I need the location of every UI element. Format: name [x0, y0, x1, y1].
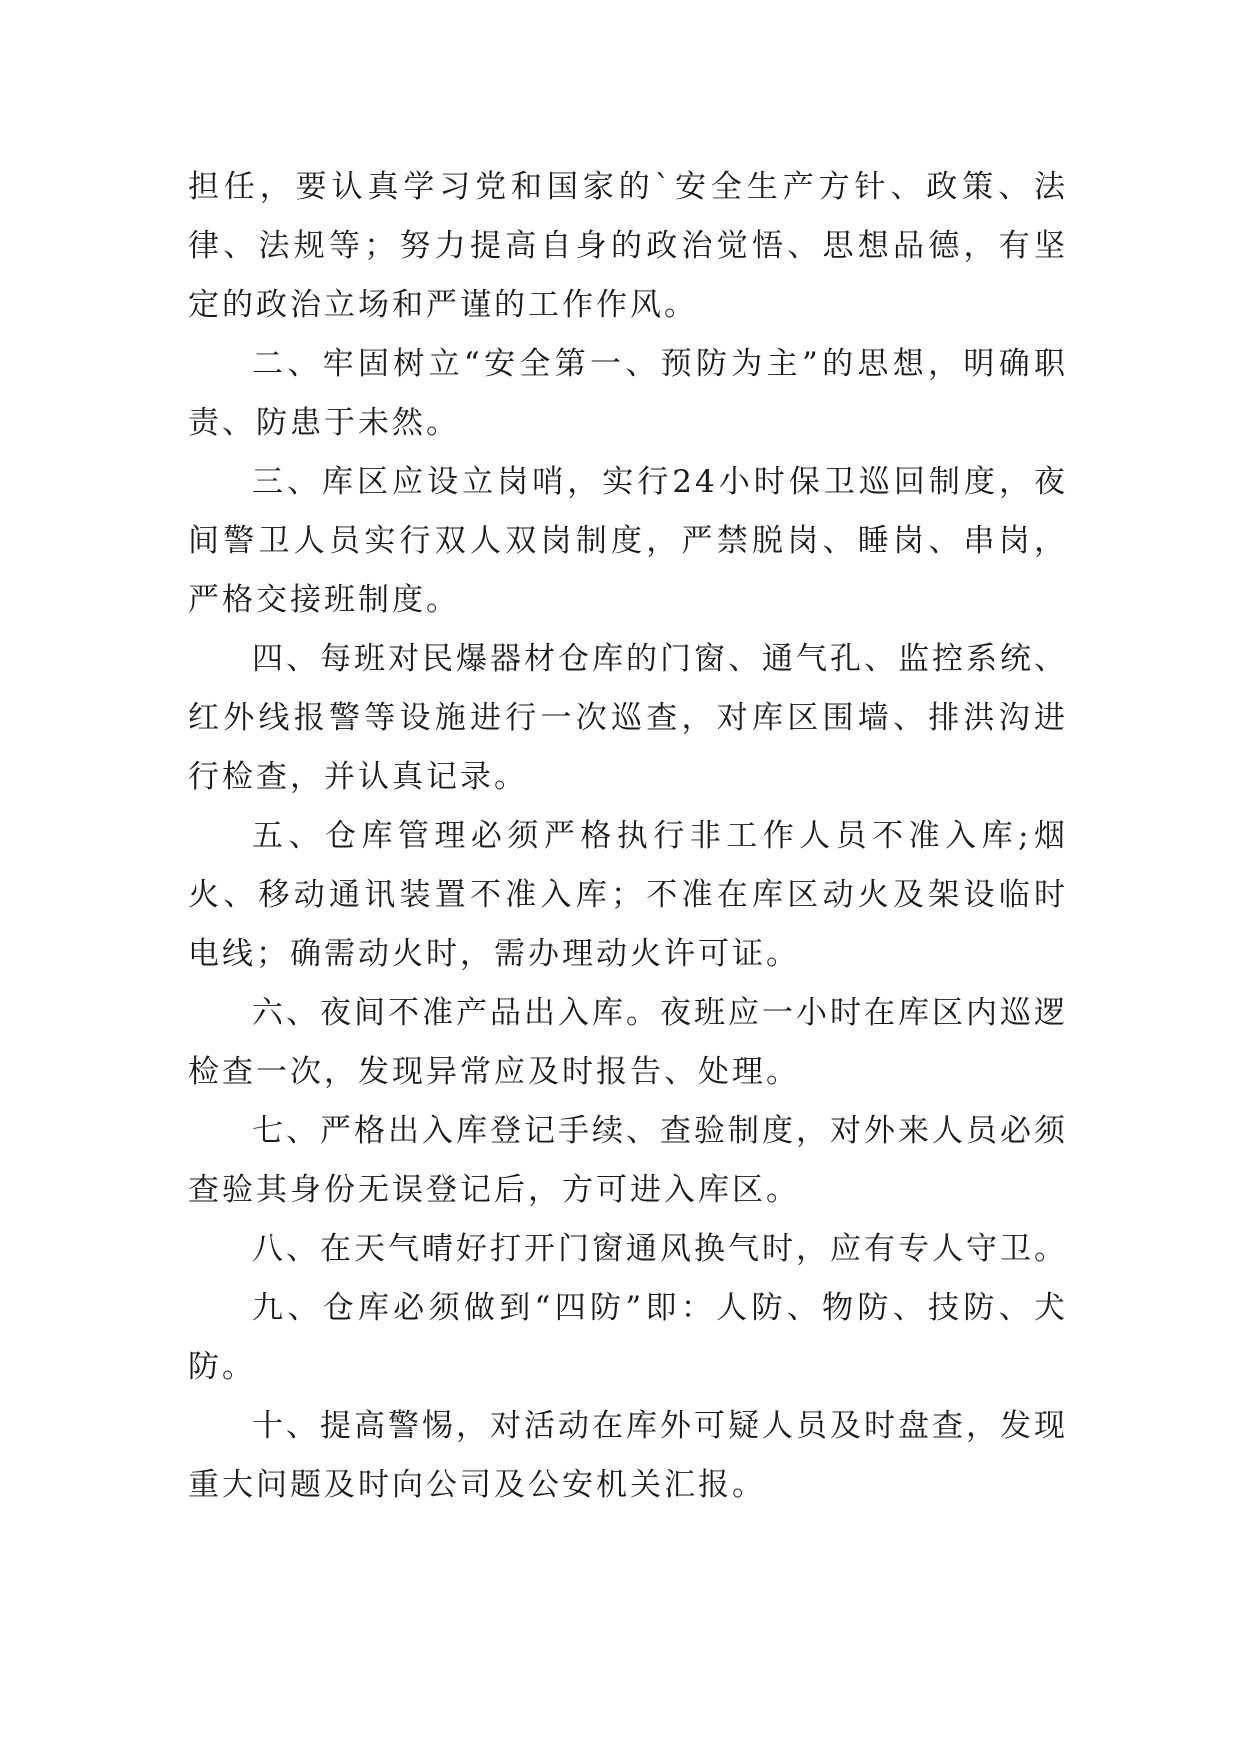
paragraph-item-2: 二、牢固树立“安全第一、预防为主”的思想，明确职责、防患于未然。: [188, 346, 1068, 441]
paragraph-continuation: 担任，要认真学习党和国家的`安全生产方针、政策、法律、法规等；努力提高自身的政治觉悟、思想品德，有坚定的政治立场和严谨的工作作风。: [188, 169, 1068, 323]
document-body: [188, 158, 1068, 1515]
paragraph-item-10: 十、提高警惕，对活动在库外可疑人员及时盘查，发现重大问题及时向公司及公安机关汇报。: [188, 1408, 1068, 1503]
paragraph-item-7: 七、严格出入库登记手续、查验制度，对外来人员必须查验其身份无误登记后，方可进入库区。: [188, 1113, 1068, 1208]
paragraph-item-6: 六、夜间不准产品出入库。夜班应一小时在库区内巡逻检查一次，发现异常应及时报告、处理。: [188, 995, 1068, 1090]
paragraph-item-8: 八、在天气晴好打开门窗通风换气时，应有专人守卫。: [252, 1231, 1068, 1267]
paragraph-item-9: 九、仓库必须做到“四防”即：人防、物防、技防、犬防。: [188, 1290, 1068, 1385]
paragraph-item-3: 三、库区应设立岗哨，实行24小时保卫巡回制度，夜间警卫人员实行双人双岗制度，严禁脱岗、睡岗、串岗，严格交接班制度。: [188, 464, 1068, 618]
paragraph-item-4: 四、每班对民爆器材仓库的门窗、通气孔、监控系统、红外线报警等设施进行一次巡查，对库区围墙、排洪沟进行检查，并认真记录。: [188, 641, 1068, 795]
paragraph-item-5: 五、仓库管理必须严格执行非工作人员不准入库;烟火、移动通讯装置不准入库；不准在库区动火及架设临时电线；确需动火时，需办理动火许可证。: [188, 818, 1068, 972]
